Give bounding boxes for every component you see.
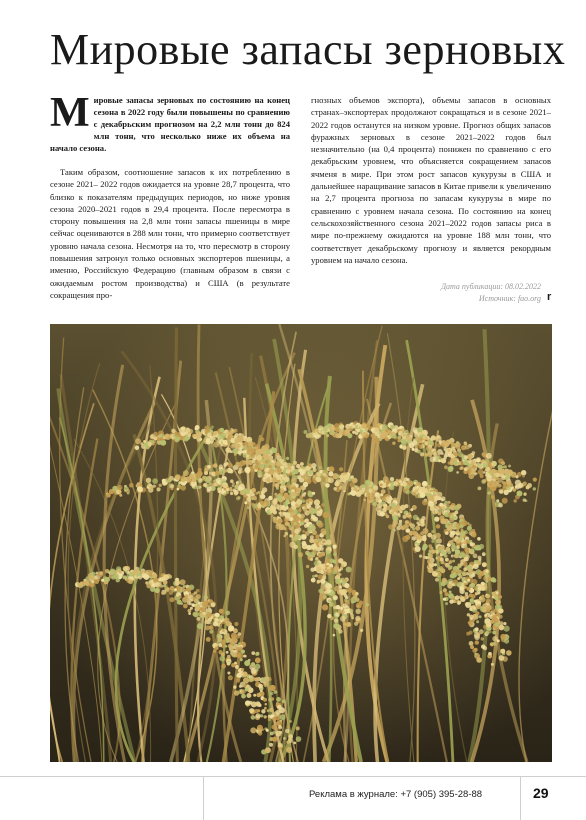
lead-text: ировые запасы зерновых по состоянию на конец сезона в 2022 году были повышены по сравнению с декабрьским прогнозом на 2,2 млн тонн до 824 млн тонн, что несколько ниже их объема на начало сезона. bbox=[50, 95, 290, 153]
drop-cap: М bbox=[50, 90, 90, 136]
page-number: 29 bbox=[533, 785, 549, 801]
footer-advertising-contact: Реклама в журнале: +7 (905) 395-28-88 bbox=[309, 789, 483, 800]
footer-divider-vertical bbox=[203, 776, 204, 820]
footer-divider bbox=[0, 776, 586, 777]
article-column-left: Таким образом, соотношение запасов к их потреблению в сезоне 2021– 2022 годов ожидается на уровне 28,7 процента, что близко к показателям предыдущих периодов, но ниже уровня сезона 2020–2021 годов в 29,4 процента. После пересмотра в сторону повышения на 2,8 млн тонн запасы пшеницы в мире сейчас оцениваются в 288 млн тонн, что примерно соответствует уровню начала сезона. Несмотря на то, что пересмотр в сторону повышения затронул только основных экспортеров пшеницы, а именно, Российскую Федерацию (главным образом в связи с ожидаемым ростом производства) и США (в результате сокращения про- bbox=[50, 167, 290, 300]
page-title: Мировые запасы зерновых bbox=[50, 25, 566, 74]
article-source: Источник: fao.org bbox=[478, 294, 541, 303]
article-lead bbox=[50, 90, 290, 154]
footer-divider-vertical-right bbox=[520, 776, 521, 820]
end-of-article-mark: r bbox=[547, 291, 552, 303]
article-column-right: гнозных объемов экспорта), объемы запасов в основных странах–экспортерах продолжают сокращаться и в сезоне 2021–2022 годов останутся на низком уровне. Прогноз общих запасов фуражных зерновых в сезоне 2021–2022 годов был незначительно (на 0,4 процента) понижен по сравнению с его декабрьским уровнем, что объясняется сокращением запасов ячменя в мире. При этом рост запасов кукурузы в США и дальнейшее наращивание запасов в Китае привели к увеличению на 2,7 процента прогноза по запасам кукурузы в мире по сравнению с уровнем начала сезона. По состоянию на конец сельскохозяйственного сезона 2021–2022 годов запасы риса в мире по-прежнему ожидаются на уровне 188 млн тонн, что соответствует декабрьскому прогнозу и является рекордным уровнем на начало сезона. bbox=[311, 95, 551, 265]
publication-date: Дата публикации: 08.02.2022 bbox=[440, 282, 541, 291]
millet-field-photo bbox=[50, 324, 552, 762]
